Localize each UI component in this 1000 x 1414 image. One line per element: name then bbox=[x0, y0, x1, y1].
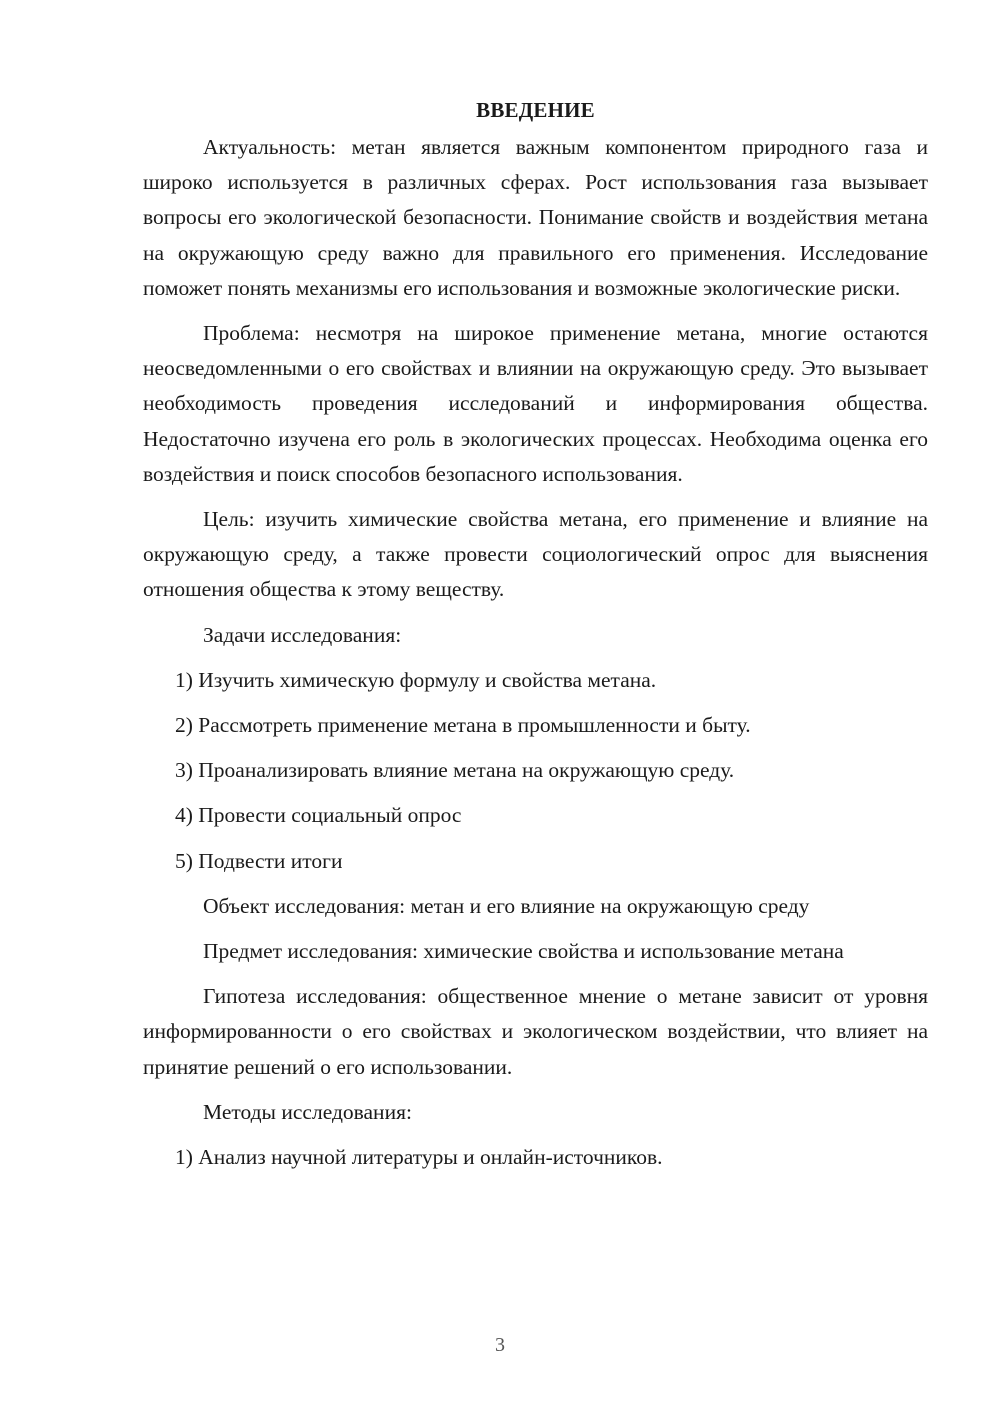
task-item: 2) Рассмотреть применение метана в промышленности и быту. bbox=[175, 713, 751, 738]
task-item: 1) Изучить химическую формулу и свойства метана. bbox=[175, 667, 657, 692]
section-title: ВВЕДЕНИЕ bbox=[476, 98, 595, 122]
task-item: 4) Провести социальный опрос bbox=[175, 803, 462, 828]
task-item: 3) Проанализировать влияние метана на окружающую среду. bbox=[175, 758, 735, 783]
methods-heading: Методы исследования: bbox=[203, 1099, 412, 1124]
goal-paragraph: Цель: изучить химические свойства метана, его применение и влияние на окружающую среду, а также провести социологический опрос для выяснения отношения общества к этому веществу. bbox=[143, 507, 928, 602]
method-item: 1) Анализ научной литературы и онлайн-источников. bbox=[175, 1145, 663, 1170]
object-paragraph: Объект исследования: метан и его влияние на окружающую среду bbox=[203, 893, 810, 918]
page-number: 3 bbox=[495, 1334, 505, 1356]
hypothesis-paragraph: Гипотеза исследования: общественное мнение о метане зависит от уровня информированности о его свойствах и экологическом воздействии, что влияет на принятие решений о его использовании. bbox=[143, 984, 928, 1079]
tasks-heading: Задачи исследования: bbox=[203, 622, 402, 647]
document-page bbox=[143, 93, 928, 1185]
subject-paragraph: Предмет исследования: химические свойства и использование метана bbox=[203, 939, 844, 964]
problem-paragraph: Проблема: несмотря на широкое применение метана, многие остаются неосведомленными о его свойствах и влиянии на окружающую среду. Это вызывает необходимость проведения исследований и информирования общества. Недостаточно изучена его роль в экологических процессах. Необходима оценка его воздействия и поиск способов безопасного использования. bbox=[143, 321, 928, 486]
task-item: 5) Подвести итоги bbox=[175, 848, 343, 873]
relevance-paragraph: Актуальность: метан является важным компонентом природного газа и широко используется в различных сферах. Рост использования газа вызывает вопросы его экологической безопасности. Понимание свойств и воздействия метана на окружающую среду важно для правильного его применения. Исследование поможет понять механизмы его использования и возможные экологические риски. bbox=[143, 135, 928, 300]
